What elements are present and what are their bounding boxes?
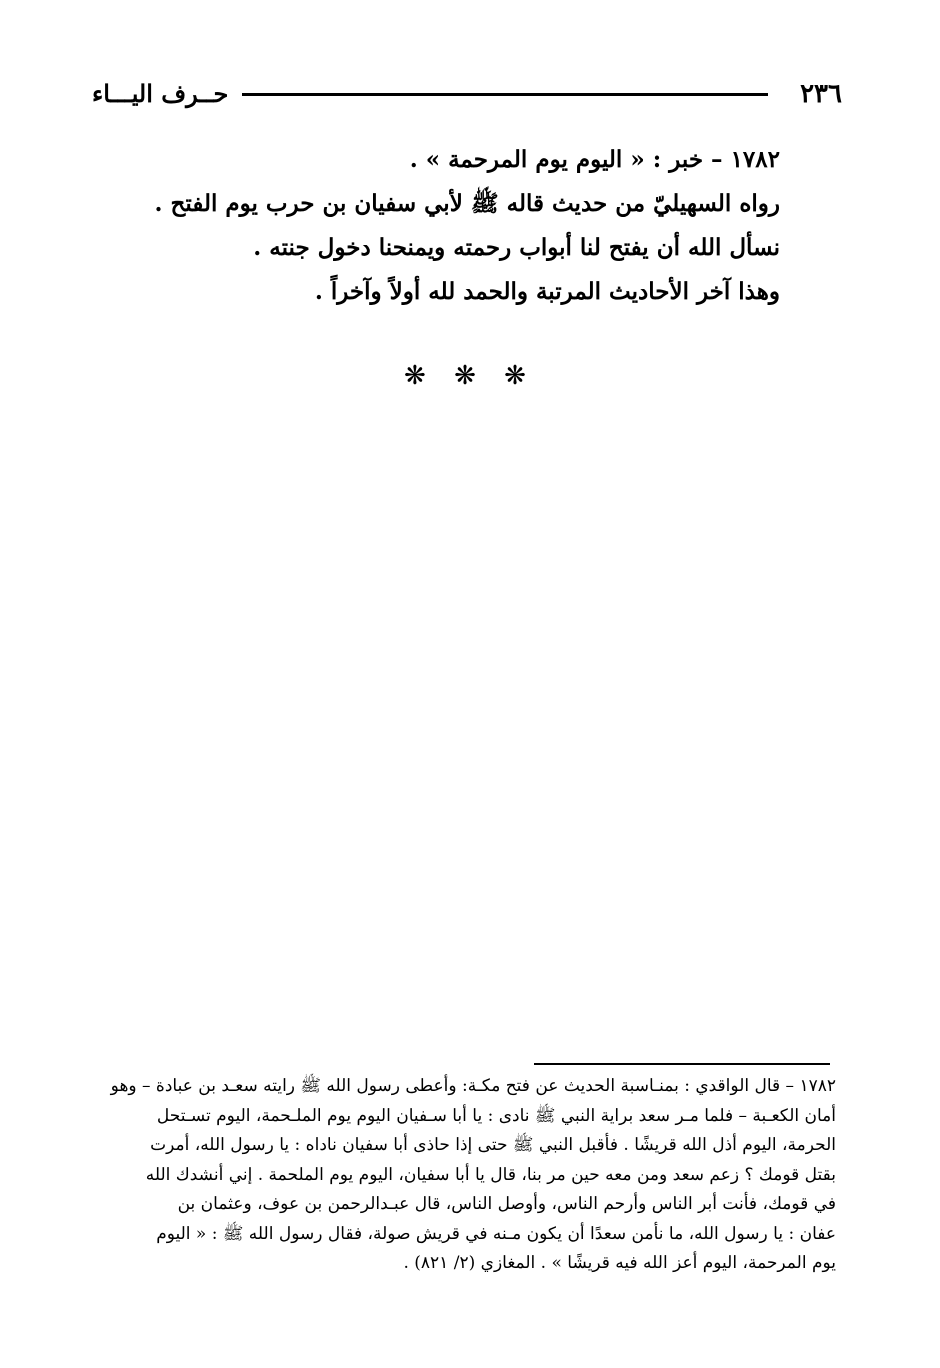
footnote-line: الحرمة، اليوم أذل الله قريشًا . فأقبل النبي ﷺ حتى إذا حاذى أبا سفيان ناداه : يا رسول الله، أمرت: [150, 1135, 836, 1155]
main-text: [140, 138, 780, 314]
hadith-entry: ١٧٨٢ – خبر : « اليوم يوم المرحمة » .: [409, 146, 780, 173]
footnote-line: أمان الكعـبة – فلما مـر سعد براية النبي ﷺ نادى : يا أبا سـفيان اليوم يوم الملـحمة، اليوم تسـتحل: [156, 1105, 836, 1126]
footnote-line: يوم المرحمة، اليوم أعز الله فيه قريشًا » . المغازي (٢/ ٨٢١) .: [403, 1253, 836, 1273]
text-line: رواه السهيليّ من حديث قاله ﷺ لأبي سفيان بن حرب يوم الفتح .: [154, 190, 780, 217]
footnote-line: عفان : يا رسول الله، ما نأمن سعدًا أن يكون مـنه في قريش صولة، فقال رسول الله ﷺ : « اليوم: [156, 1223, 836, 1244]
header-rule: [242, 93, 768, 96]
text-line: نسأل الله أن يفتح لنا أبواب رحمته ويمنحنا دخول جنته .: [253, 234, 780, 261]
section-ornament: ❋ ❋ ❋: [404, 361, 536, 391]
footnote-line: ١٧٨٢ – قال الواقدي : بمنـاسبة الحديث عن فتح مكـة: وأعطى رسول الله ﷺ رايته سعـد بن عبادة – وهو: [110, 1076, 836, 1096]
text-line: وهذا آخر الأحاديث المرتبة والحمد لله أولاً وآخراً .: [314, 278, 780, 305]
footnote-separator: [534, 1063, 830, 1065]
page-number: ٢٣٦: [800, 79, 842, 109]
footnote-line: بقتل قومك ؟ زعم سعد ومن معه حين مر بنا، قال يا أبا سفيان، اليوم يوم الملحمة . إني أنشدك الله: [145, 1164, 836, 1185]
chapter-title: حــرف اليـــاء: [92, 79, 229, 108]
footnote: [96, 1072, 836, 1279]
footnote-line: في قومك، فأنت أبر الناس وأرحم الناس، وأوصل الناس، قال عبـدالرحمن بن عوف، وعثمان بن: [177, 1194, 836, 1214]
running-header: [92, 76, 842, 116]
